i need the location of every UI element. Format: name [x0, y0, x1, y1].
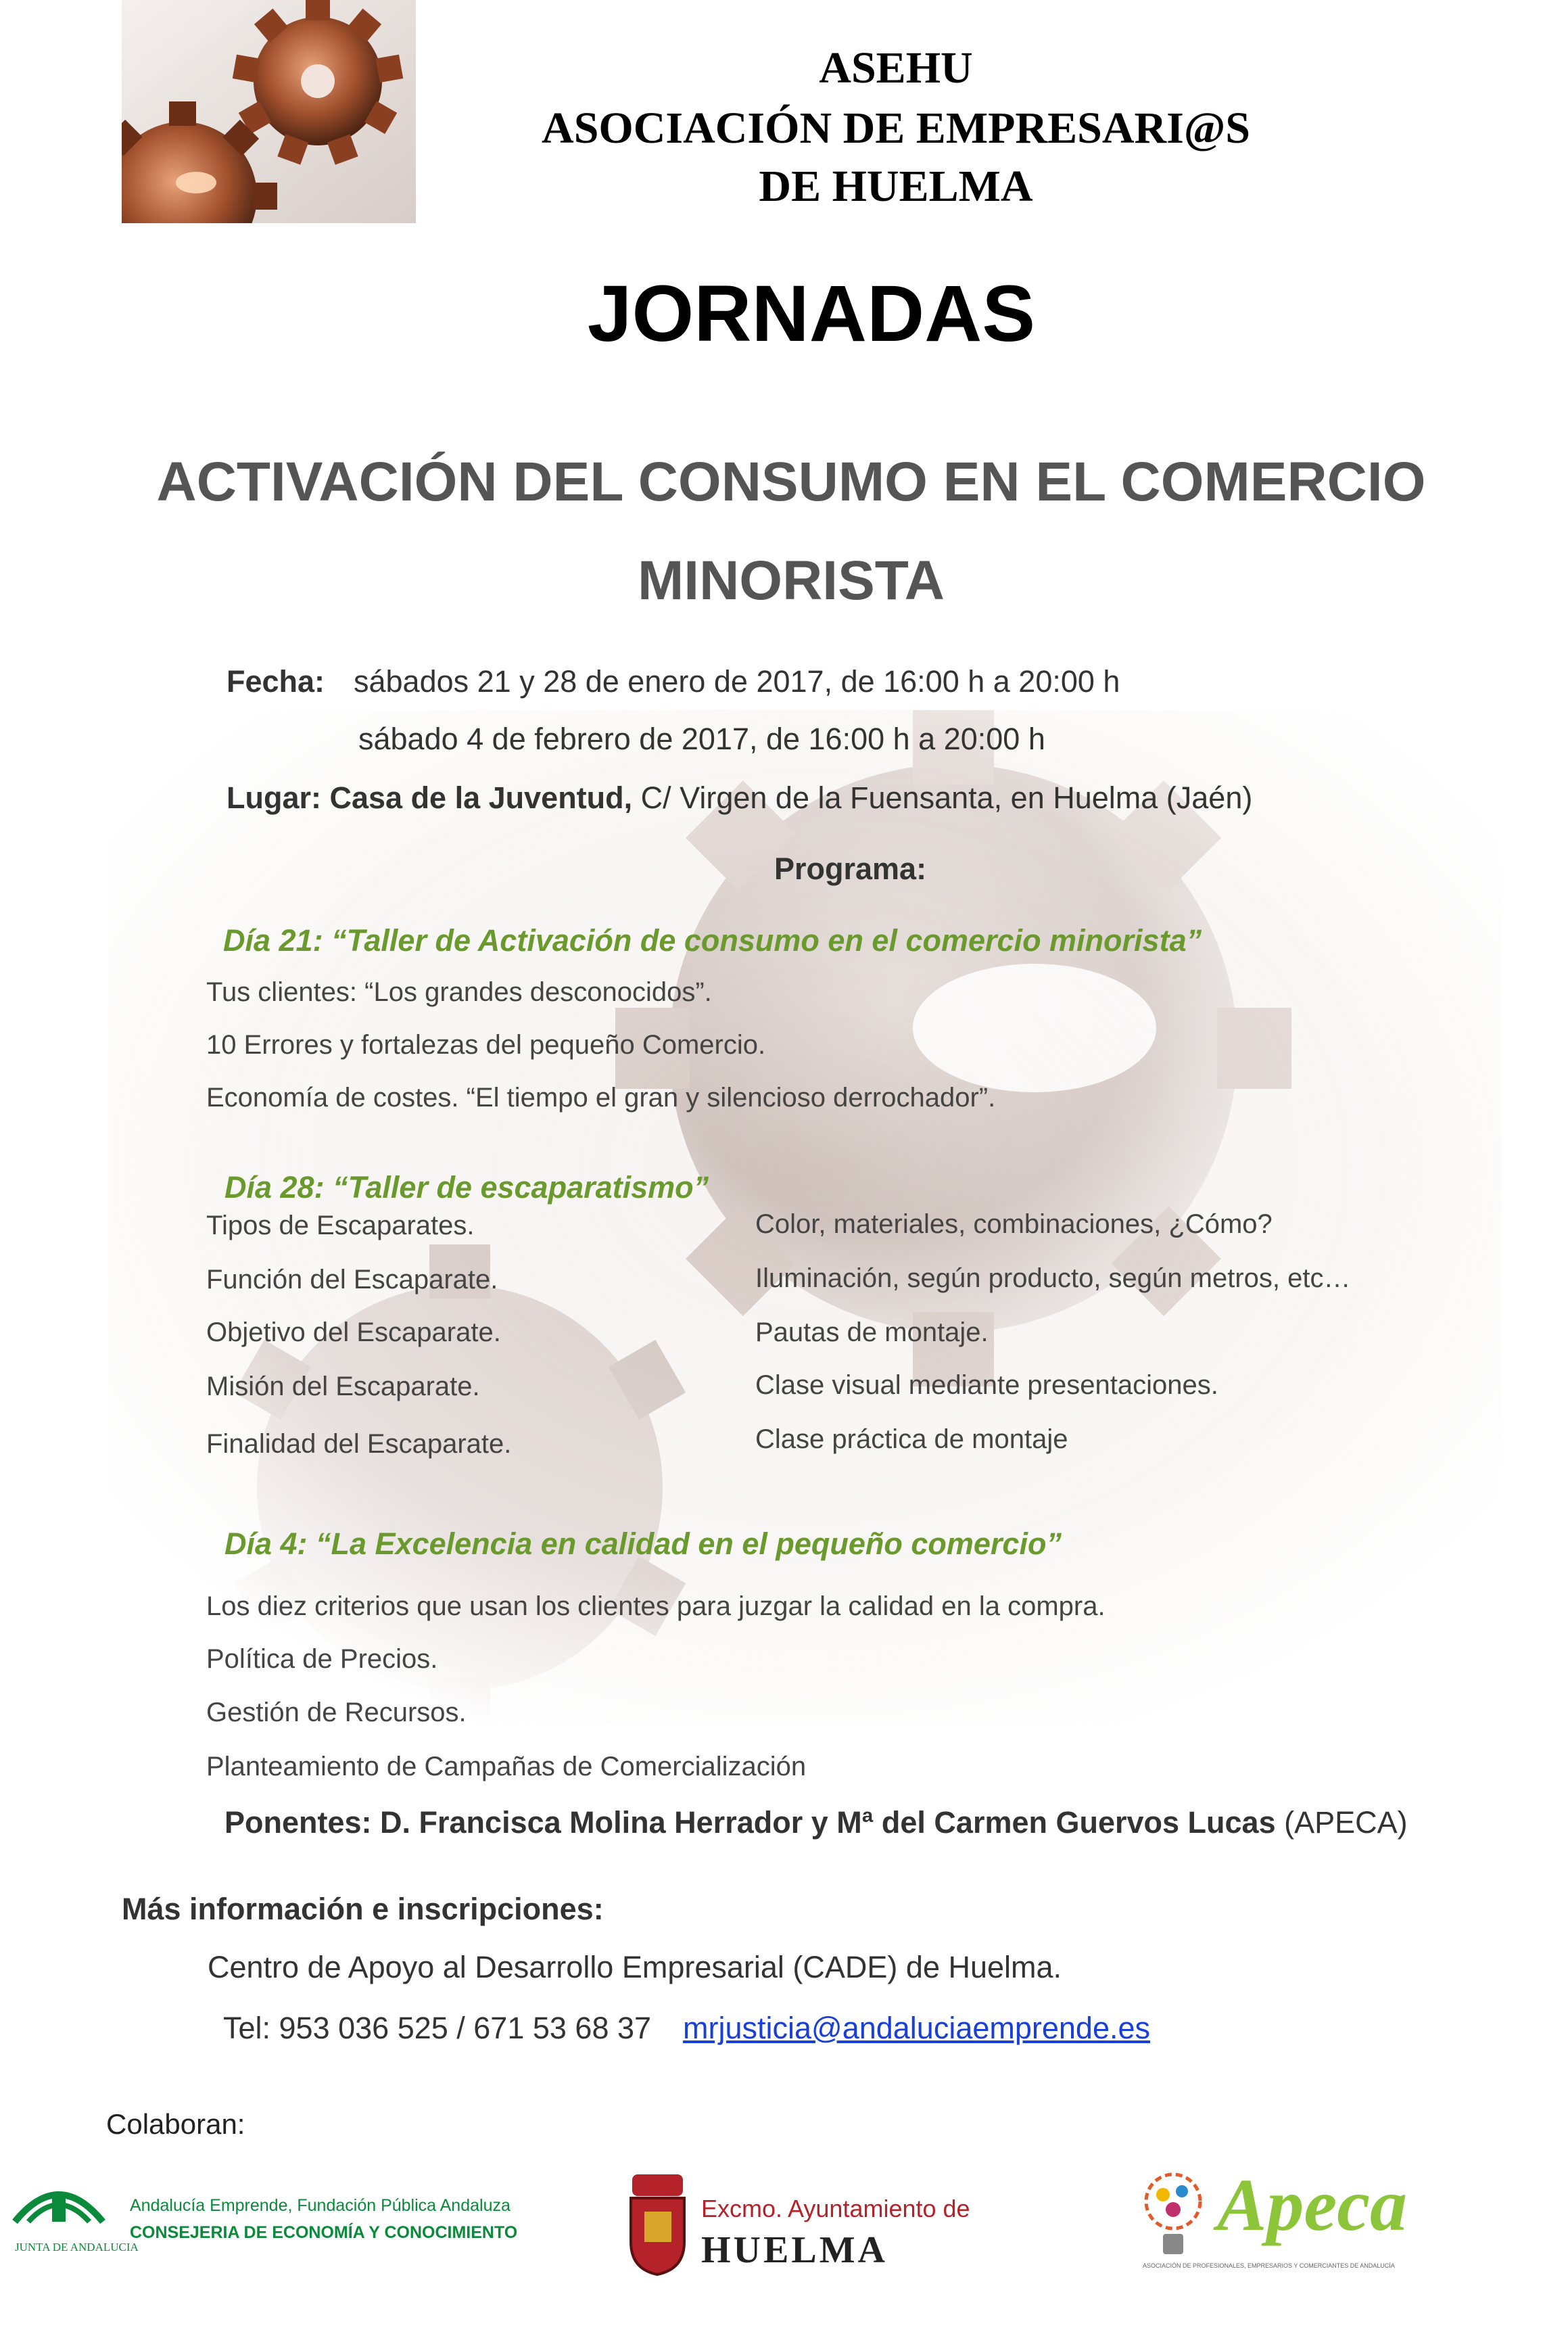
ayuntamiento-line1: Excmo. Ayuntamiento de: [701, 2195, 970, 2222]
day28-heading: Día 28: “Taller de escaparatismo”: [224, 1170, 709, 1205]
day28-left-item: Finalidad del Escaparate.: [206, 1429, 512, 1459]
contact-email-link[interactable]: mrjusticia@andaluciaemprende.es: [683, 2011, 1151, 2045]
apeca-caption: ASOCIACIÓN DE PROFESIONALES, EMPRESARIOS Y COMERCIANTES DE ANDALUCÍA: [1143, 2262, 1395, 2269]
day4-heading: Día 4: “La Excelencia en calidad en el pequeño comercio”: [224, 1526, 1062, 1561]
day28-right-item: Pautas de montaje.: [755, 1317, 989, 1347]
event-type-heading: JORNADAS: [587, 269, 1036, 358]
event-title-line2: MINORISTA: [637, 550, 945, 611]
ayuntamiento-huelma-logo: [625, 2174, 1004, 2289]
fecha-line1: sábados 21 y 28 de enero de 2017, de 16:00 h a 20:00 h: [354, 664, 1120, 699]
junta-emblem-icon: [8, 2161, 110, 2242]
lugar-value: C/ Virgen de la Fuensanta, en Huelma (Jaén): [640, 780, 1253, 815]
junta-line2: CONSEJERIA DE ECONOMÍA Y CONOCIMIENTO: [130, 2223, 518, 2242]
day4-item: Política de Precios.: [206, 1644, 438, 1674]
day28-left-item: Objetivo del Escaparate.: [206, 1317, 501, 1347]
junta-andalucia-logo: [8, 2161, 518, 2269]
huelma-coat-of-arms-icon: [625, 2174, 690, 2276]
day4-item: Planteamiento de Campañas de Comercialización: [206, 1752, 807, 1781]
day28-left-item: Función del Escaparate.: [206, 1265, 498, 1294]
fecha-line2: sábado 4 de febrero de 2017, de 16:00 h a 20:00 h: [358, 722, 1045, 756]
day28-right-item: Iluminación, según producto, según metros, etc…: [755, 1263, 1351, 1293]
apeca-logo: [1143, 2161, 1433, 2289]
lightbulb-icon: [1143, 2168, 1204, 2262]
speakers-label: Ponentes: D. Francisca Molina Herrador y Mª del Carmen Guervos Lucas: [224, 1805, 1276, 1840]
junta-caption: JUNTA DE ANDALUCIA: [15, 2241, 139, 2254]
lugar-label: Lugar: Casa de la Juventud,: [227, 780, 633, 815]
contact-center: Centro de Apoyo al Desarrollo Empresarial (CADE) de Huelma.: [208, 1950, 1062, 1984]
day28-right-item: Color, materiales, combinaciones, ¿Cómo?: [755, 1209, 1273, 1239]
org-short-name: ASEHU: [819, 43, 973, 93]
speakers-org: (APECA): [1284, 1805, 1408, 1840]
day28-left-item: Misión del Escaparate.: [206, 1372, 480, 1401]
fecha-label: Fecha:: [227, 664, 325, 699]
apeca-name: Apeca: [1217, 2164, 1408, 2246]
day28-right-item: Clase visual mediante presentaciones.: [755, 1370, 1218, 1400]
speakers-line: [224, 1807, 1408, 1838]
ayuntamiento-line2: HUELMA: [701, 2229, 888, 2271]
day21-item: 10 Errores y fortalezas del pequeño Comercio.: [206, 1030, 766, 1060]
org-name-line1: ASOCIACIÓN DE EMPRESARI@S: [542, 103, 1250, 153]
collaborators-label: Colaboran:: [106, 2108, 245, 2140]
day21-item: Tus clientes: “Los grandes desconocidos”.: [206, 977, 712, 1007]
junta-line1: Andalucía Emprende, Fundación Pública Andaluza: [130, 2196, 510, 2215]
day28-left-item: Tipos de Escaparates.: [206, 1211, 475, 1240]
day21-item: Economía de costes. “El tiempo el gran y silencioso derrochador”.: [206, 1083, 996, 1113]
day4-item: Los diez criterios que usan los clientes para juzgar la calidad en la compra.: [206, 1591, 1106, 1621]
gears-logo-image: [122, 0, 416, 223]
day21-heading: Día 21: “Taller de Activación de consumo en el comercio minorista”: [223, 923, 1202, 958]
contact-heading: Más información e inscripciones:: [122, 1892, 604, 1926]
contact-phone: Tel: 953 036 525 / 671 53 68 37: [223, 2011, 652, 2045]
lugar-line: [227, 780, 1253, 815]
org-name-line2: DE HUELMA: [759, 162, 1033, 211]
event-title-line1: ACTIVACIÓN DEL CONSUMO EN EL COMERCIO: [156, 451, 1426, 513]
programa-label: Programa:: [774, 851, 927, 886]
day28-right-item: Clase práctica de montaje: [755, 1424, 1068, 1454]
day4-item: Gestión de Recursos.: [206, 1698, 467, 1727]
